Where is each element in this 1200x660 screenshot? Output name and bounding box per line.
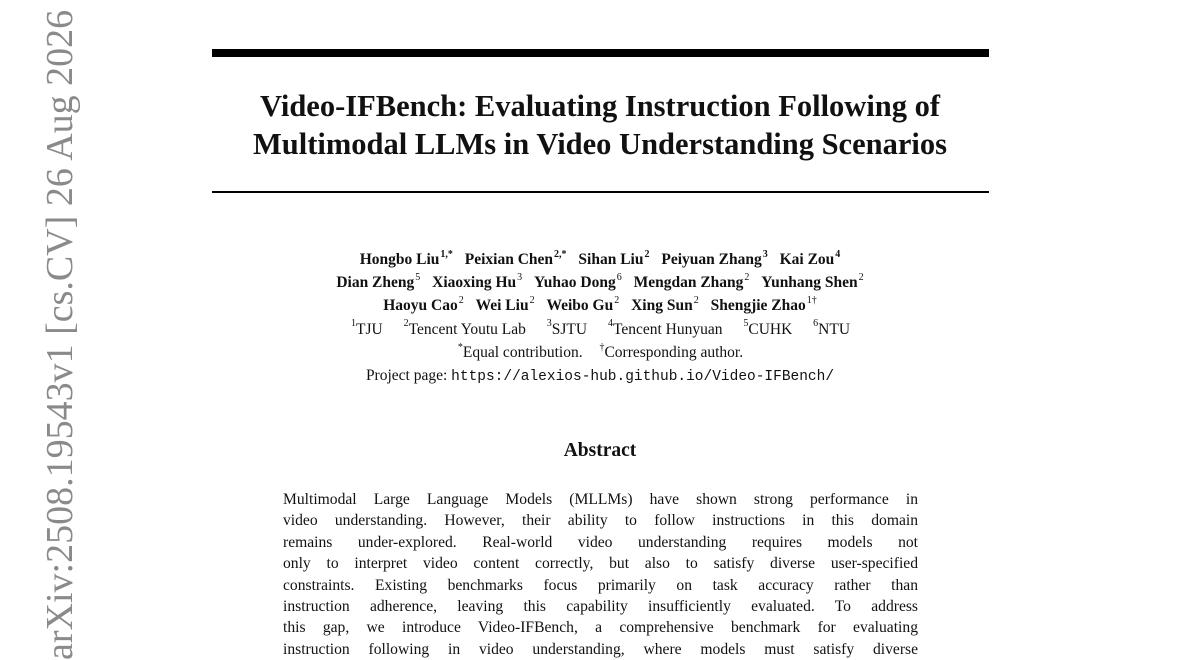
title-line: Video-IFBench: Evaluating Instruction Following of [259,89,941,123]
author-line [200,294,1000,317]
author: Weibo Gu$^2$ [546,295,620,315]
equal-contribution-note: *Equal contribution. [457,341,583,361]
author: Kai Zou$^4$ [779,248,841,268]
arxiv-identifier-stamp: arXiv:2508.19543v1 [cs.CV] 26 Aug 2026 [39,9,81,660]
abstract-line: instruction following in video understanding, where models must satisfy diverse [283,640,918,658]
author: Xiaoxing Hu$^3$ [432,272,523,292]
affiliation: $^6$NTU [813,318,851,338]
abstract-line: only to interpret video content correctly, but also to satisfy diverse user-specified [283,555,918,573]
affiliation: $^2$Tencent Youtu Lab [403,318,526,338]
author: Shengjie Zhao$^{1\dagger}$ [710,295,817,315]
author: Yunhang Shen$^2$ [761,272,864,292]
project-page-link[interactable]: https://alexios-hub.github.io/Video-IFBench/ [451,369,835,386]
abstract-line: instruction adherence, leaving this capability insufficiently evaluated. To address [283,598,918,616]
project-page-label: Project page: [365,367,448,385]
abstract-line: constraints. Existing benchmarks focus primarily on task accuracy rather than [283,576,918,594]
author: Peiyuan Zhang$^3$ [661,248,768,268]
author: Dian Zheng$^5$ [336,272,421,292]
author: Mengdan Zhang$^2$ [633,272,750,292]
affiliation: $^1$TJU [350,318,383,338]
paper-title [200,87,1000,163]
author: Xing Sun$^2$ [631,295,699,315]
author: Yuhao Dong$^6$ [534,272,622,292]
title-top-rule [212,49,989,57]
title-line: Multimodal LLMs in Video Understanding Scenarios [253,127,947,161]
author: Wei Liu$^2$ [475,295,535,315]
abstract-line: this gap, we introduce Video-IFBench, a comprehensive benchmark for evaluating [283,619,918,637]
affiliation-line [200,318,1000,341]
author-line [200,271,1000,294]
abstract-heading: Abstract [563,440,637,461]
author: Sihan Liu$^2$ [578,248,650,268]
author: Hongbo Liu$^{1,*}$ [359,248,453,268]
author-notes [200,341,1000,364]
affiliation: $^5$CUHK [743,318,793,338]
abstract-line: Multimodal Large Language Models (MLLMs) have shown strong performance in [283,491,918,508]
author: Haoyu Cao$^2$ [383,295,464,315]
author-line [200,248,1000,271]
author: Peixian Chen$^{2,*}$ [464,248,567,268]
project-page-line [200,364,1000,389]
corresponding-author-note: †Corresponding author. [599,341,744,361]
abstract-line: remains under-explored. Real-world video understanding requires models not [283,533,918,551]
abstract-body [283,489,918,660]
author-block [200,248,1000,389]
affiliation: $^3$SJTU [546,318,588,338]
title-bottom-rule [212,191,989,193]
affiliation: $^4$Tencent Hunyuan [607,318,723,338]
abstract-line: video understanding. However, their ability to follow instructions in this domain [283,512,918,530]
